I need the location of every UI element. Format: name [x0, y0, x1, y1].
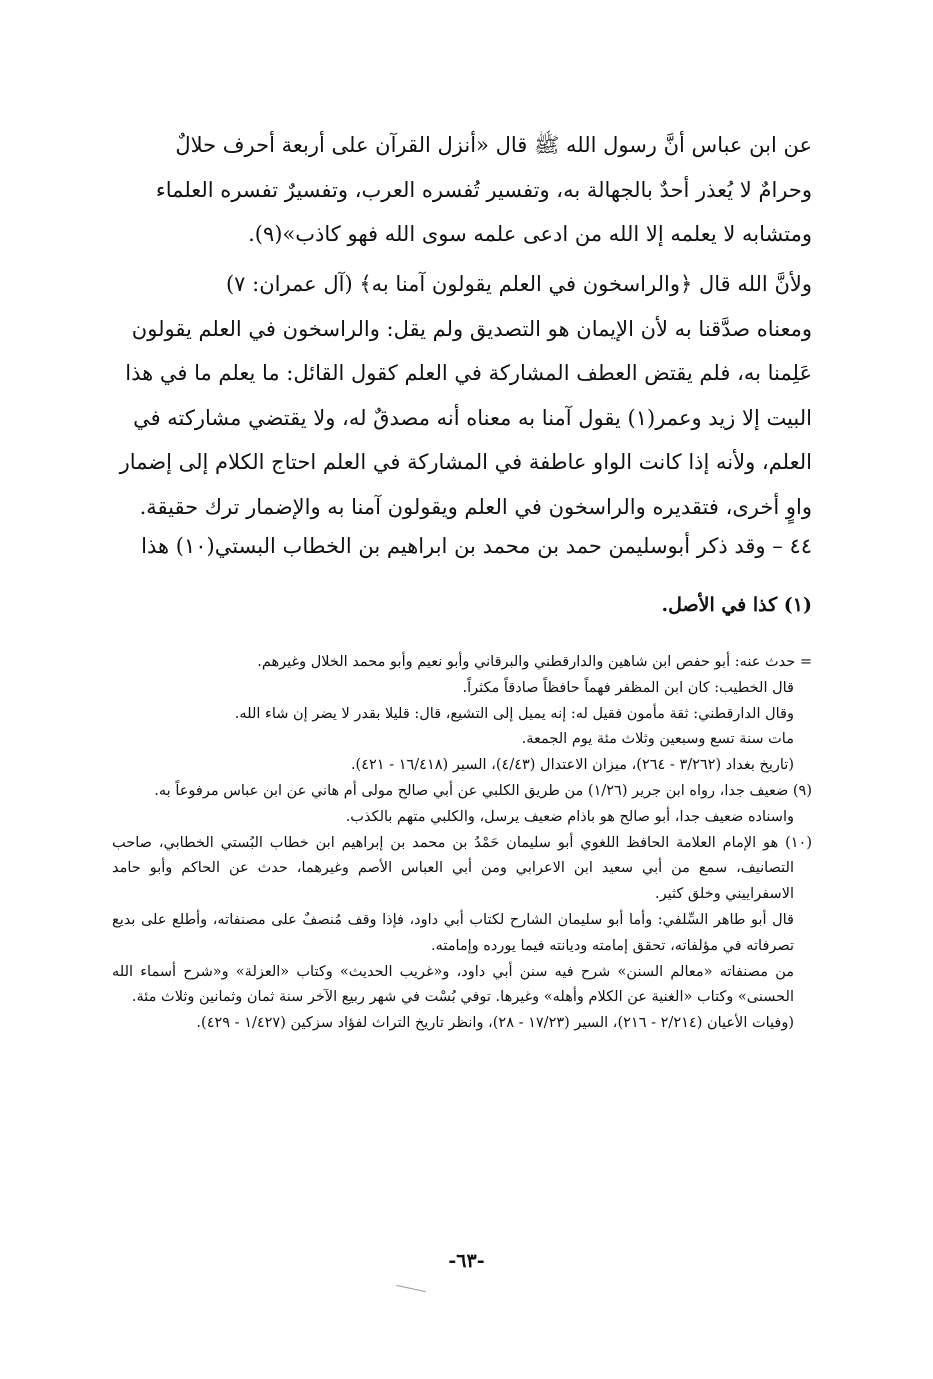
- footnote-line: (تاريخ بغداد (٣/٢٦٢ - ٢٦٤)، ميزان الاعتدال (٤/٤٣)، السير (١٦/٤١٨ - ٤٢١).: [350, 757, 794, 774]
- footnote-line: وقال الدارقطني: ثقة مأمون فقيل له: إنه يميل إلى التشيع، قال: قليلا بقدر لا يضر إن شاء الله.: [234, 705, 794, 722]
- scan-mark: [396, 1285, 426, 1292]
- text-line: وحرامٌ لا يُعذر أحدٌ بالجهالة به، وتفسير تُفسره العرب، وتفسيرٌ تفسره العلماء: [155, 177, 812, 202]
- footnotes: [112, 650, 812, 1037]
- text-line: البيت إلا زيد وعمر(١) يقول آمنا به معناه أنه مصدقٌ له، ولا يقتضي مشاركته في: [133, 405, 812, 430]
- paragraph-hadith: [112, 123, 812, 257]
- footnote-10: (١٠) هو الإمام العلامة الحافظ اللغوي أبو سليمان حَمْدُ بن محمد بن إبراهيم ابن خطاب البُستي الخطابي، صاحب التصانيف، سمع من أبي سعيد ابن الاعرابي ومن أبي العباس الأصم وغيرهما، حدث عن الحاكم وأبو حامد الاسفراييني وخلق كثير.: [112, 834, 812, 903]
- footnote-9: (٩) ضعيف جدا، رواه ابن جرير (١/٢٦) من طريق الكلبي عن أبي صالح مولى أم هاني عن ابن عباس مرفوعاً به.: [154, 782, 812, 799]
- text-line: العلم، ولأنه إذا كانت الواو عاطفة في المشاركة في العلم احتاج الكلام إلى إضمار: [119, 450, 812, 474]
- text-line: عن ابن عباس أنَّ رسول الله ﷺ قال «أنزل القرآن على أربعة أحرف حلالٌ: [175, 133, 812, 157]
- note-text: (١) كذا في الأصل.: [661, 594, 812, 616]
- footnote-line: من مصنفاته «معالم السنن» شرح فيه سنن أبي داود، و«غريب الحديث» وكتاب «العزلة» و«شرح أسماء الله الحسنى» وكتاب «الغنية عن الكلام وأهله» وغيرها. توفي بُسْت في شهر ربيع الآخر سنة ثمان وثمانين وثلاث مئة.: [112, 963, 794, 1006]
- text-line: واوٍ أخرى، فتقديره والراسخون في العلم ويقولون آمنا به والإضمار ترك حقيقة.: [139, 494, 812, 519]
- text-line: عَلِمنا به، فلم يقتض العطف المشاركة في العلم كقول القائل: ما يعلم ما في هذا: [125, 361, 812, 385]
- note-1: [112, 590, 812, 620]
- footnote-line: واسناده ضعيف جدا، أبو صالح هو باذام ضعيف يرسل، والكلبي متهم بالكذب.: [345, 808, 794, 825]
- text-line: ولأنَّ الله قال ﴿والراسخون في العلم يقولون آمنا به﴾ (آل عمران: ٧): [225, 272, 812, 296]
- paragraph-argument: [112, 262, 812, 529]
- footnote-line: = حدث عنه: أبو حفص ابن شاهين والدارقطني والبرقاني وأبو نعيم وأبو محمد الخلال وغيرهم.: [257, 654, 812, 670]
- text-line: ومعناه صدَّقنا به لأن الإيمان هو التصديق ولم يقل: والراسخون في العلم يقولون: [131, 316, 812, 341]
- paragraph-44: [112, 524, 812, 569]
- text-line: ومتشابه لا يعلمه إلا الله من ادعى علمه سوى الله فهو كاذب»(٩).: [248, 222, 812, 246]
- footnote-line: قال الخطيب: كان ابن المظفر فهماً حافظاً صادقاً مكثراً.: [462, 679, 794, 696]
- footnote-line: قال أبو طاهر السِّلفي: وأما أبو سليمان الشارح لكتاب أبي داود، فإذا وقف مُنصفٌ على مصنفاته، وأطلع على بديع تصرفاته في مؤلفاته، تحقق إمامته وديانته فيما يورده وإمامته.: [112, 911, 794, 954]
- footnote-line: (وفيات الأعيان (٢/٢١٤ - ٢١٦)، السير (١٧/٢٣ - ٢٨)، وانظر تاريخ التراث لفؤاد سزكين (١/٤٢٧ - ٤٢٩).: [196, 1015, 794, 1032]
- footnote-line: مات سنة تسع وسبعين وثلاث مئة يوم الجمعة.: [521, 731, 794, 748]
- text-line: ٤٤ – وقد ذكر أبوسليمن حمد بن محمد بن ابراهيم بن الخطاب البستي(١٠) هذا: [141, 534, 812, 558]
- page-number: -٦٣-: [448, 1250, 485, 1272]
